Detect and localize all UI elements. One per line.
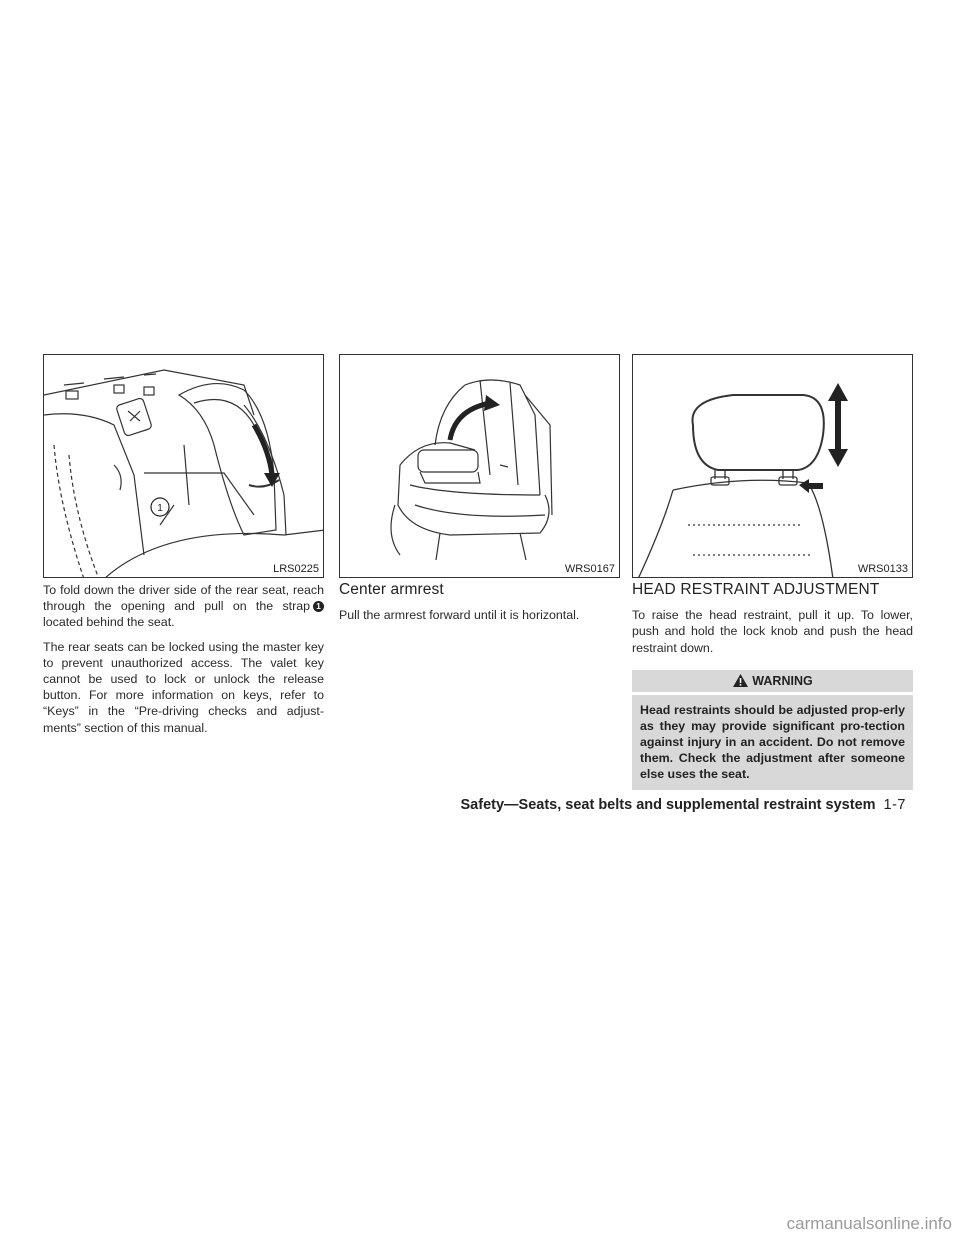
page-footer: [461, 797, 907, 813]
figure-code: LRS0225: [273, 563, 319, 575]
warning-body: Head restraints should be adjusted prop-erly as they may provide significant pro-tection against injury in an accident. Do not remove them. Check the adjustment after someone else uses the seat.: [632, 695, 913, 790]
column-center-armrest: [339, 582, 620, 631]
figure-center-armrest: [339, 354, 620, 578]
figure-callout-1: 1: [157, 503, 163, 514]
footer-section-title: Safety—Seats, seat belts and supplemental restraint system: [460, 797, 876, 813]
watermark: carmanualsonline.info: [786, 1214, 952, 1233]
paragraph-seat-lock: The rear seats can be locked using the master key to prevent unauthorized access. The valet key cannot be used to lock or unlock the release button. For more information on keys, refer to “Keys” in the “Pre-driving checks and adjust-ments” section of this manual.: [43, 639, 324, 735]
figure-head-restraint: [632, 354, 913, 578]
column-rear-seat: [43, 582, 324, 744]
figure-rear-seat-fold: [43, 354, 324, 578]
rear-seat-illustration: [44, 355, 324, 578]
paragraph-head-restraint: To raise the head restraint, pull it up. To lower, push and hold the lock knob and push the head restraint down.: [632, 608, 913, 655]
callout-1-icon: 1: [313, 601, 324, 612]
figure-code: WRS0167: [564, 563, 615, 575]
figure-code: WRS0133: [857, 563, 908, 575]
paragraph-fold-down: To fold down the driver side of the rear seat, reach through the opening and pull on the strap 1 located behind the seat.: [43, 583, 324, 630]
head-restraint-illustration: [633, 355, 913, 578]
heading-head-restraint: HEAD RESTRAINT ADJUSTMENT: [632, 581, 880, 598]
warning-title: WARNING: [752, 673, 813, 688]
page-number: 1-7: [883, 797, 906, 813]
warning-triangle-icon: [732, 673, 749, 688]
paragraph-armrest: Pull the armrest forward until it is horizontal.: [339, 608, 580, 623]
warning-header: [632, 670, 913, 692]
armrest-illustration: [340, 355, 620, 578]
column-head-restraint: [632, 582, 913, 790]
heading-center-armrest: Center armrest: [339, 581, 444, 598]
